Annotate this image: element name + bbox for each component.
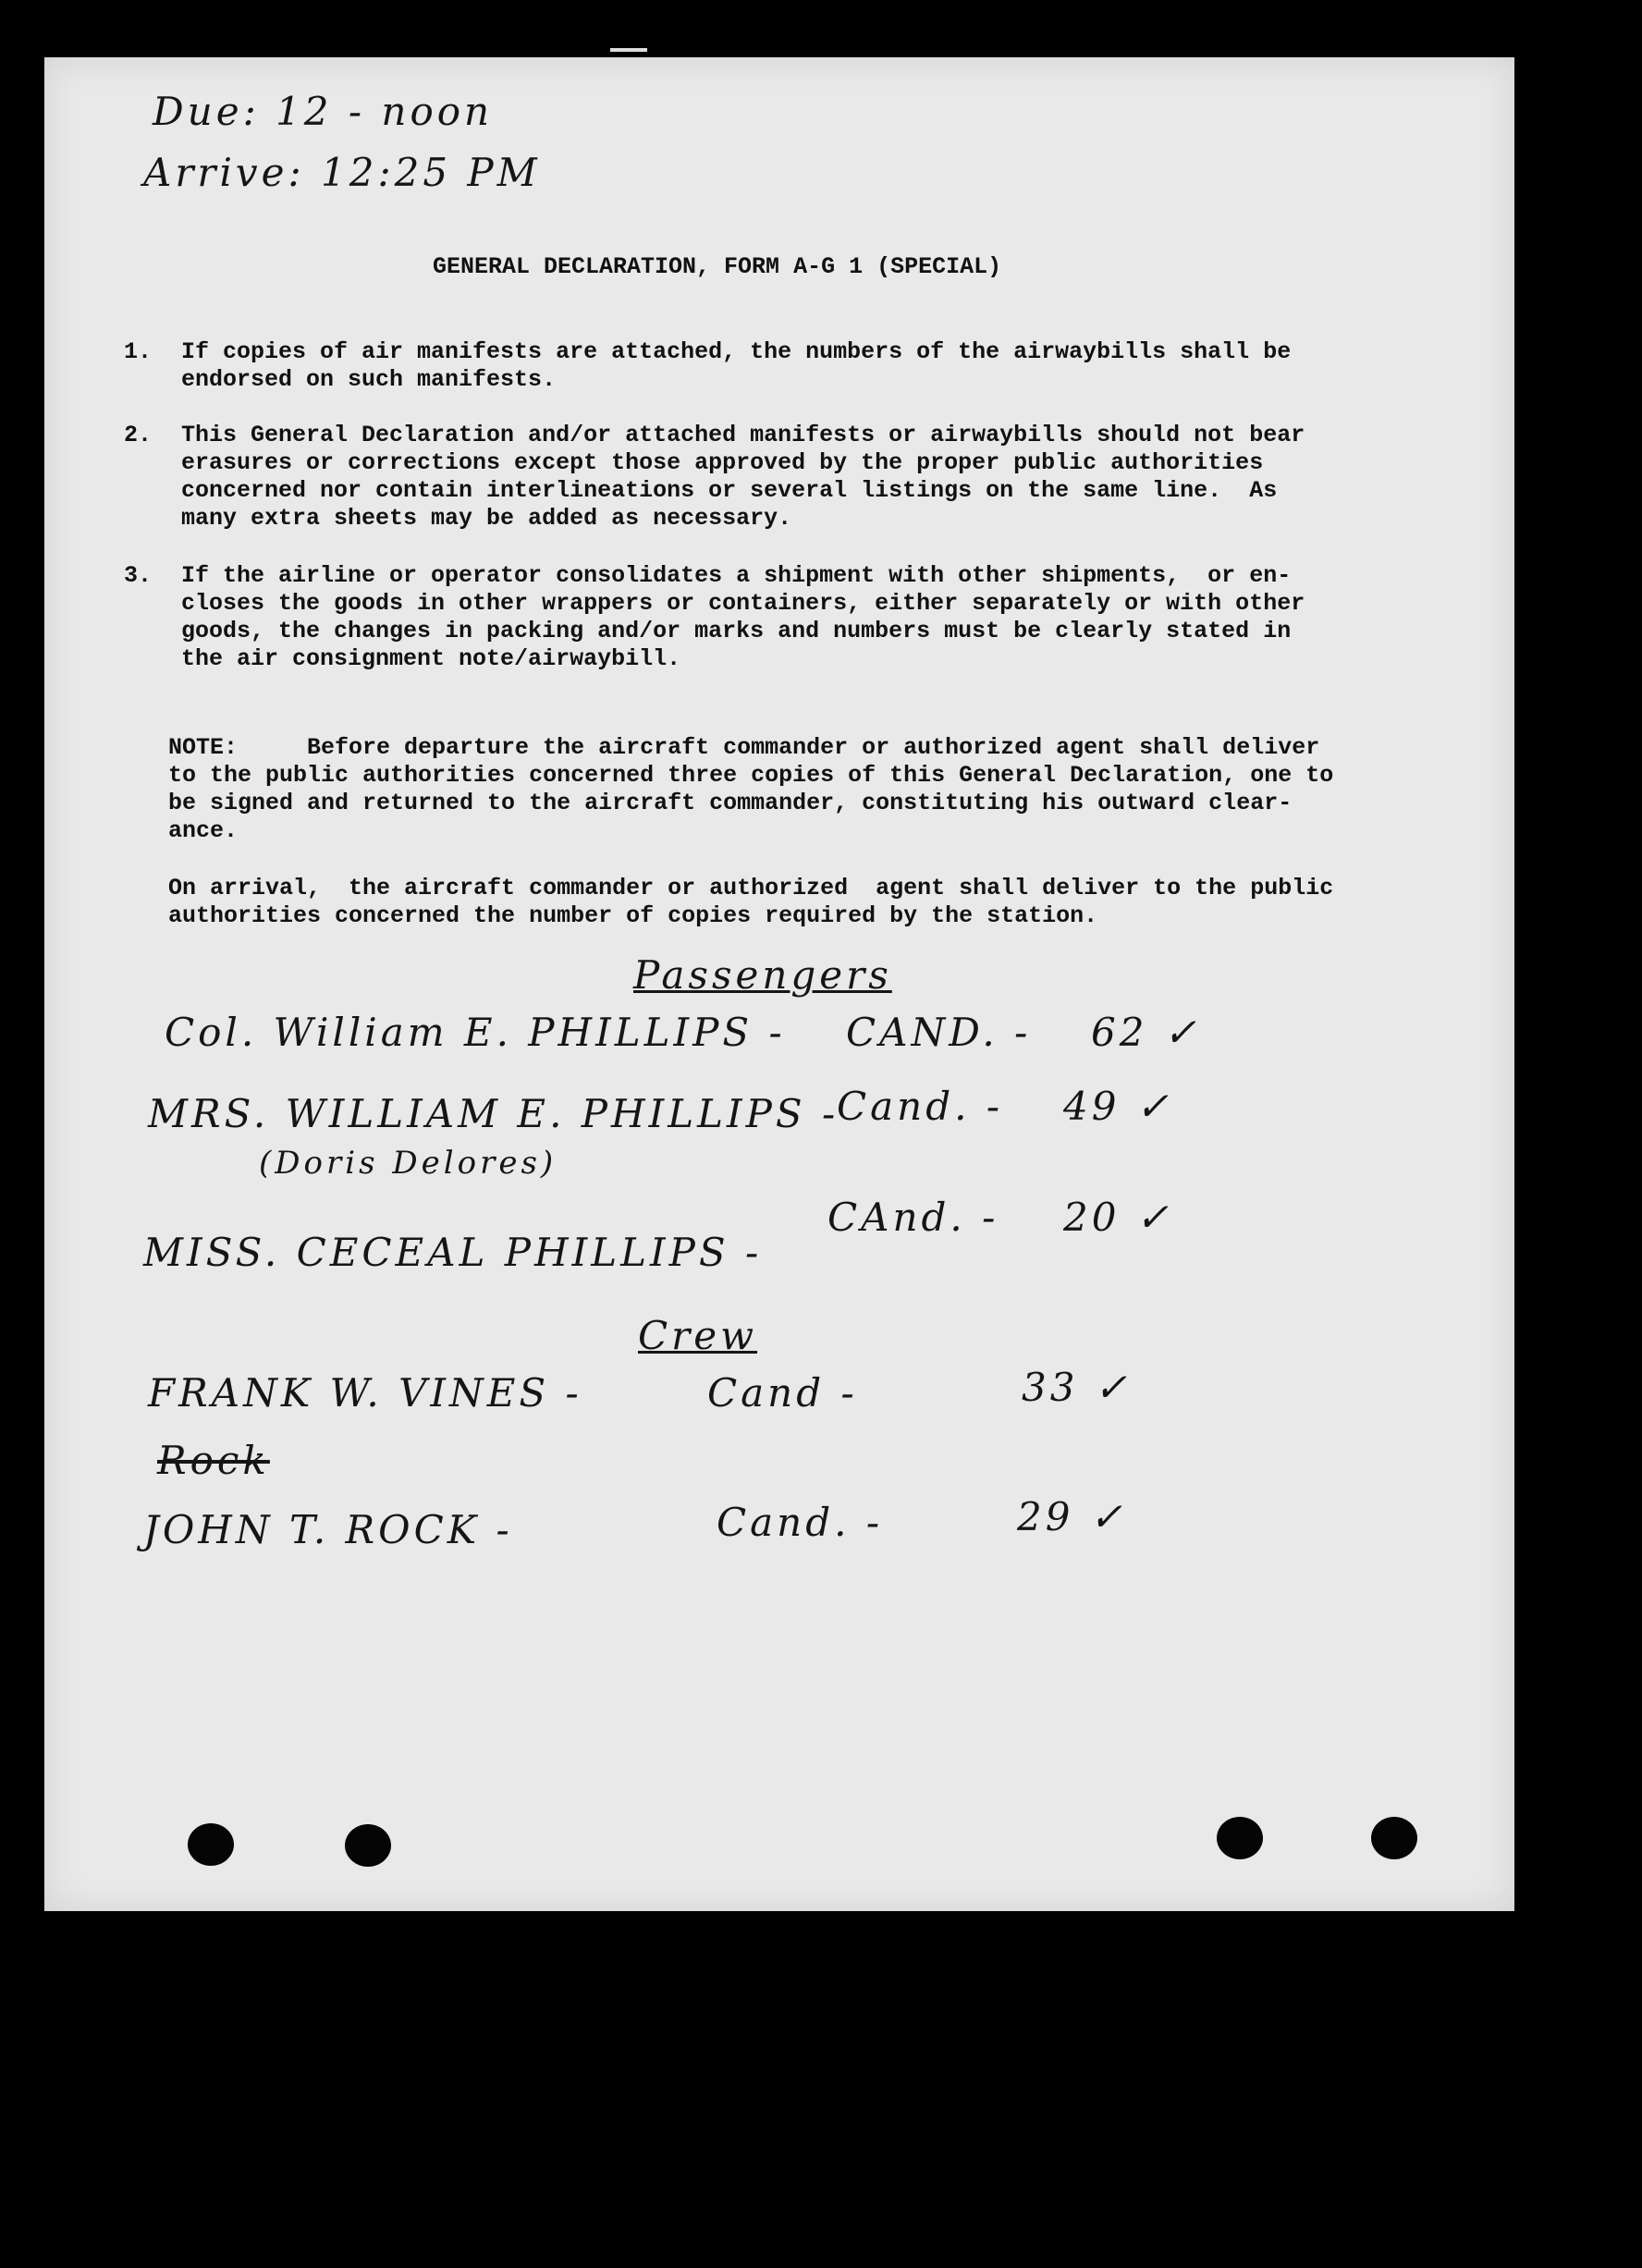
form-title: GENERAL DECLARATION, FORM A-G 1 (SPECIAL): [433, 253, 1002, 280]
item-line: goods, the changes in packing and/or marks and numbers must be clearly stated in: [181, 618, 1292, 644]
passenger-nationality: CAnd. -: [827, 1195, 999, 1240]
punch-hole: [188, 1823, 234, 1866]
item-line: erasures or corrections except those approved by the proper public authorities: [181, 449, 1264, 476]
passenger-age: 20 ✓: [1063, 1195, 1172, 1240]
due-time: Due: 12 - noon: [153, 89, 494, 134]
item-line: the air consignment note/airwaybill.: [181, 645, 681, 672]
note-line: to the public authorities concerned three copies of this General Declaration, one to: [168, 762, 1334, 789]
item-line: endorsed on such manifests.: [181, 366, 557, 393]
item-line: closes the goods in other wrappers or containers, either separately or with other: [181, 590, 1305, 617]
passenger-name: MISS. CECEAL PHILLIPS -: [143, 1230, 763, 1275]
item-line: many extra sheets may be added as necessary.: [181, 505, 792, 532]
item-line: If copies of air manifests are attached, the numbers of the airwaybills shall be: [181, 338, 1292, 365]
crew-name: JOHN T. ROCK -: [143, 1507, 513, 1552]
crew-name: FRANK W. VINES -: [148, 1370, 582, 1416]
item-number: 2.: [124, 422, 153, 448]
passenger-age: 49 ✓: [1063, 1084, 1172, 1129]
passenger-age: 62 ✓: [1091, 1010, 1200, 1055]
note-line: NOTE: Before departure the aircraft commander or authorized agent shall deliver: [168, 734, 1320, 761]
item-line: This General Declaration and/or attached manifests or airwaybills should not bear: [181, 422, 1305, 448]
crew-nationality: Cand -: [707, 1370, 858, 1416]
passenger-nationality: CAND. -: [846, 1010, 1032, 1055]
crew-age: 29 ✓: [1017, 1494, 1126, 1539]
punch-hole: [345, 1824, 391, 1867]
passenger-nationality: Cand. -: [837, 1084, 1004, 1129]
item-line: If the airline or operator consolidates a shipment with other shipments, or en-: [181, 562, 1292, 589]
passengers-heading: Passengers: [633, 952, 892, 998]
punch-hole: [1371, 1817, 1417, 1859]
note-line: ance.: [168, 817, 239, 844]
crossed-out-entry: Rock: [157, 1438, 270, 1483]
punch-hole: [1217, 1817, 1263, 1859]
item-line: concerned nor contain interlineations or several listings on the same line. As: [181, 477, 1278, 504]
scan-mark: [610, 48, 647, 52]
item-number: 1.: [124, 338, 153, 365]
passenger-name: Col. William E. PHILLIPS -: [165, 1010, 786, 1055]
crew-age: 33 ✓: [1022, 1365, 1131, 1410]
note-line: be signed and returned to the aircraft commander, constituting his outward clear-: [168, 790, 1293, 816]
arrival-line: On arrival, the aircraft commander or authorized agent shall deliver to the public: [168, 875, 1334, 901]
crew-heading: Crew: [638, 1313, 758, 1358]
arrival-time: Arrive: 12:25 PM: [143, 150, 541, 195]
crew-nationality: Cand. -: [717, 1500, 884, 1545]
arrival-line: authorities concerned the number of copies required by the station.: [168, 902, 1098, 929]
passenger-name: MRS. WILLIAM E. PHILLIPS -: [148, 1091, 839, 1136]
passenger-note: (Doris Delores): [259, 1145, 558, 1182]
item-number: 3.: [124, 562, 153, 589]
